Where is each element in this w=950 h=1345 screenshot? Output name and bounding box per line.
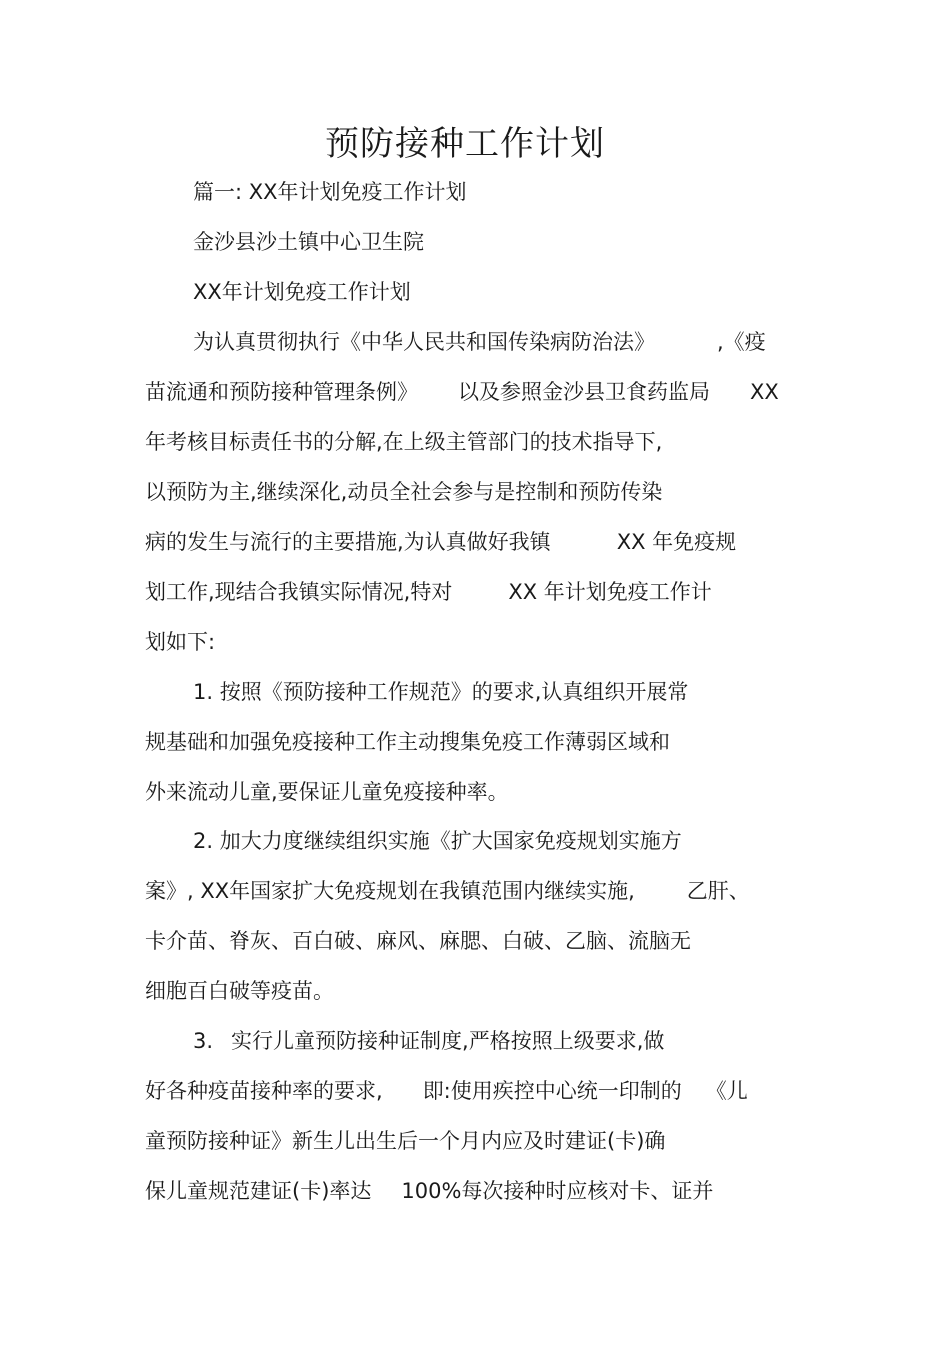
paragraph-line: 为认真贯彻执行《中华人民共和国传染病防治法》 ,《疫 — [193, 330, 766, 354]
document-title: 预防接种工作计划 — [325, 124, 605, 164]
paragraph-line: 年考核目标责任书的分解,在上级主管部门的技术指导下, — [145, 430, 663, 454]
list-item-line: 外来流动儿童,要保证儿童免疫接种率。 — [145, 780, 509, 804]
list-item-line: 童预防接种证》新生儿出生后一个月内应及时建证(卡)确 — [145, 1129, 666, 1153]
list-item-line: 1. 按照《预防接种工作规范》的要求,认真组织开展常 — [193, 680, 689, 704]
paragraph-line: 苗流通和预防接种管理条例》 以及参照金沙县卫食药监局 XX — [145, 380, 779, 404]
list-item-line: 案》, XX年国家扩大免疫规划在我镇范围内继续实施, 乙肝、 — [145, 879, 750, 903]
paragraph-line: 划工作,现结合我镇实际情况,特对 XX 年计划免疫工作计 — [145, 580, 712, 604]
chapter-heading: 篇一: XX年计划免疫工作计划 — [193, 180, 467, 204]
list-item-line: 规基础和加强免疫接种工作主动搜集免疫工作薄弱区域和 — [145, 730, 670, 754]
paragraph-line: 以预防为主,继续深化,动员全社会参与是控制和预防传染 — [145, 480, 663, 504]
paragraph-line: 病的发生与流行的主要措施,为认真做好我镇 XX 年免疫规 — [145, 530, 737, 554]
list-item-line: 细胞百白破等疫苗。 — [145, 979, 334, 1003]
plan-subtitle: XX年计划免疫工作计划 — [193, 280, 411, 304]
organization-name: 金沙县沙土镇中心卫生院 — [193, 230, 424, 254]
paragraph-line: 划如下: — [145, 630, 216, 654]
list-item-line: 3. 实行儿童预防接种证制度,严格按照上级要求,做 — [193, 1029, 665, 1053]
list-item-line: 卡介苗、脊灰、百白破、麻风、麻腮、白破、乙脑、流脑无 — [145, 929, 691, 953]
list-item-line: 保儿童规范建证(卡)率达 100%每次接种时应核对卡、证并 — [145, 1179, 714, 1203]
list-item-line: 2. 加大力度继续组织实施《扩大国家免疫规划实施方 — [193, 829, 682, 853]
list-item-line: 好各种疫苗接种率的要求, 即:使用疾控中心统一印制的 《儿 — [145, 1079, 748, 1103]
